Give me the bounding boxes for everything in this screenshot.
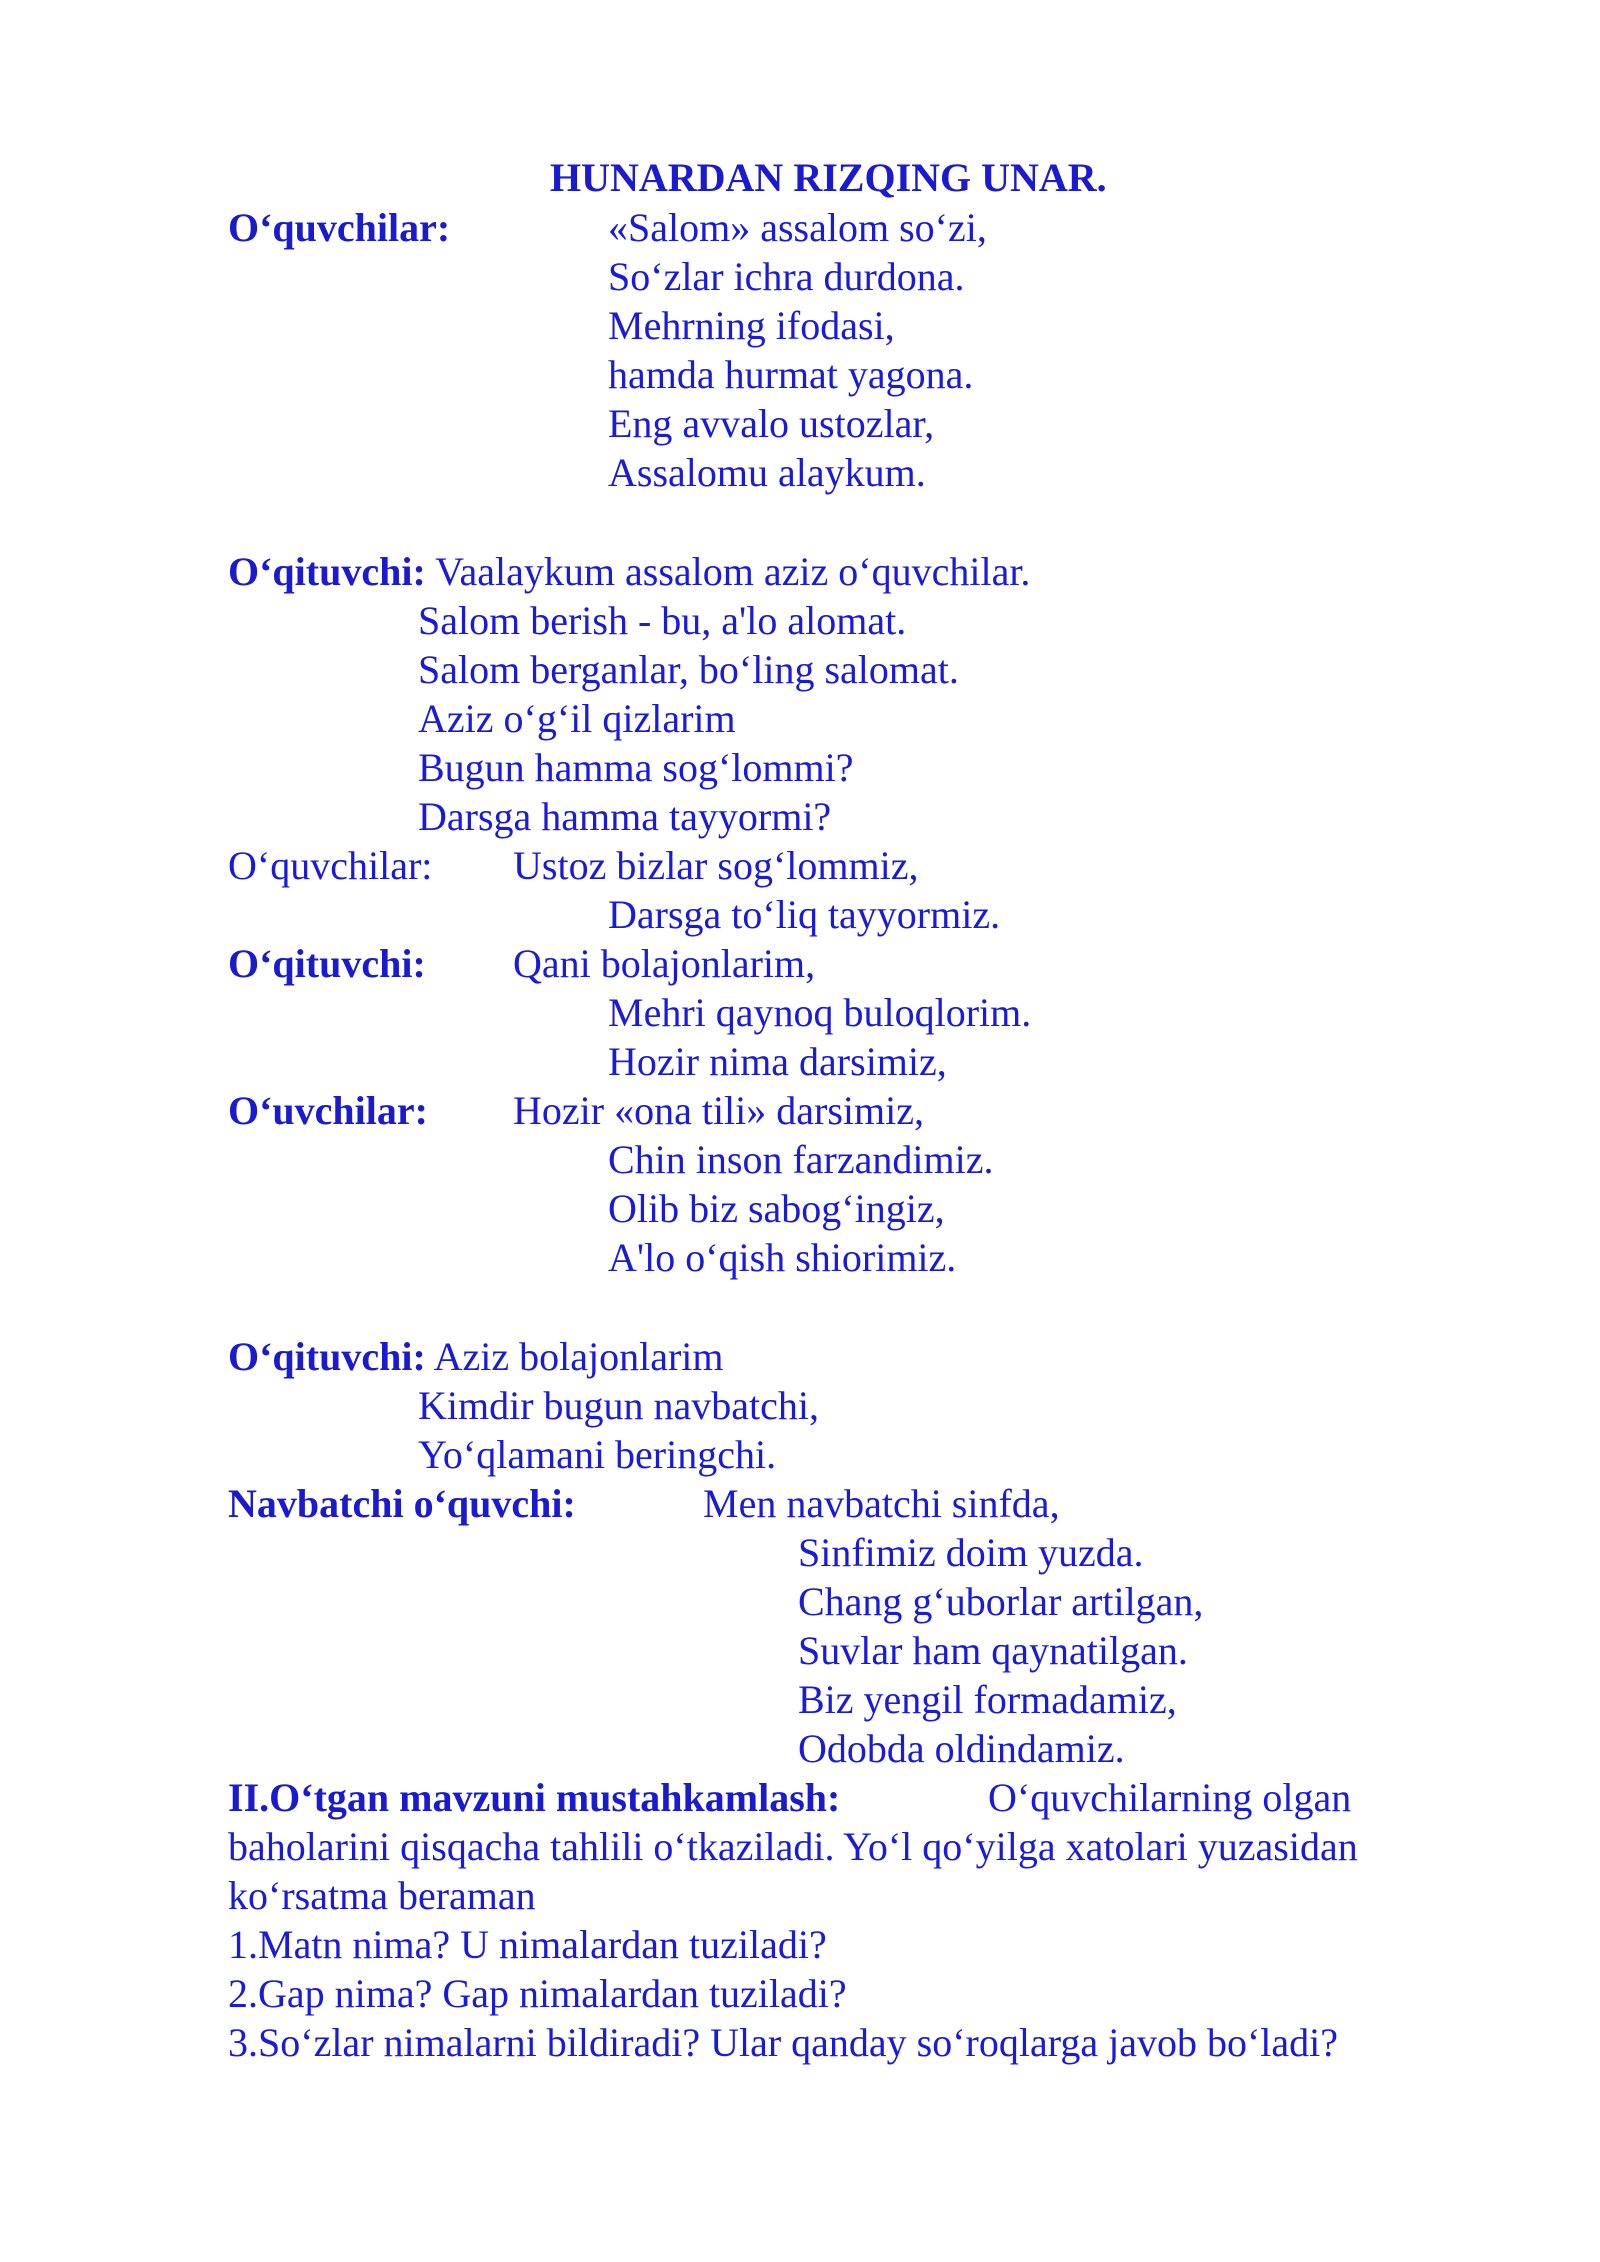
- speaker-label: O‘qituvchi:: [228, 941, 426, 986]
- question-item: 3.So‘zlar nimalarni bildiradi? Ular qanday so‘roqlarga javob bo‘ladi?: [228, 2020, 1338, 2065]
- dialogue-text: Qani bolajonlarim,: [513, 941, 816, 986]
- verse-line: Salom berish - bu, a'lo alomat.: [418, 598, 907, 643]
- speaker-label: O‘quvchilar:: [228, 205, 451, 250]
- verse-line: Chang g‘uborlar artilgan,: [798, 1579, 1204, 1624]
- paragraph-text: O‘quvchilarning olgan: [988, 1775, 1352, 1820]
- verse-line: Mehri qaynoq buloqlorim.: [608, 990, 1032, 1035]
- verse-line: Sinfimiz doim yuzda.: [798, 1530, 1144, 1575]
- verse-line: hamda hurmat yagona.: [608, 352, 974, 397]
- verse-line: «Salom» assalom so‘zi,: [608, 205, 987, 250]
- document-title: HUNARDAN RIZQING UNAR.: [550, 155, 1107, 200]
- verse-line: Darsga hamma tayyormi?: [418, 794, 832, 839]
- speaker-label: O‘quvchilar:: [228, 843, 433, 888]
- verse-line: Olib biz sabog‘ingiz,: [608, 1186, 945, 1231]
- question-item: 1.Matn nima? U nimalardan tuziladi?: [228, 1922, 827, 1967]
- verse-line: Mehrning ifodasi,: [608, 303, 895, 348]
- verse-line: Yo‘qlamani beringchi.: [418, 1432, 777, 1477]
- dialogue-text: Aziz bolajonlarim: [433, 1334, 724, 1379]
- verse-line: Assalomu alaykum.: [608, 450, 926, 495]
- dialogue-text: Vaalaykum assalom aziz o‘quvchilar.: [435, 549, 1031, 594]
- verse-line: Eng avvalo ustozlar,: [608, 401, 935, 446]
- dialogue-text: Ustoz bizlar sog‘lommiz,: [513, 843, 919, 888]
- section-heading: II.O‘tgan mavzuni mustahkamlash:: [228, 1775, 841, 1820]
- speaker-label: O‘qituvchi:: [228, 1334, 426, 1379]
- verse-line: Odobda oldindamiz.: [798, 1726, 1125, 1771]
- verse-line: Aziz o‘g‘il qizlarim: [418, 696, 736, 741]
- verse-line: Darsga to‘liq tayyormiz.: [608, 892, 1001, 937]
- speaker-label: O‘qituvchi:: [228, 549, 426, 594]
- dialogue-line: [228, 547, 1030, 596]
- speaker-label: O‘uvchilar:: [228, 1088, 428, 1133]
- paragraph-text: baholarini qisqacha tahlili o‘tkaziladi. Yo‘l qo‘yilga xatolari yuzasidan: [228, 1824, 1358, 1869]
- question-item: 2.Gap nima? Gap nimalardan tuziladi?: [228, 1971, 847, 2016]
- verse-line: So‘zlar ichra durdona.: [608, 254, 965, 299]
- verse-line: Chin inson farzandimiz.: [608, 1137, 994, 1182]
- dialogue-text: Hozir «ona tili» darsimiz,: [513, 1088, 925, 1133]
- verse-line: A'lo o‘qish shiorimiz.: [608, 1235, 957, 1280]
- paragraph-text: ko‘rsatma beraman: [228, 1873, 536, 1918]
- verse-line: Kimdir bugun navbatchi,: [418, 1383, 820, 1428]
- verse-line: Biz yengil formadamiz,: [798, 1677, 1177, 1722]
- verse-line: Suvlar ham qaynatilgan.: [798, 1628, 1188, 1673]
- verse-line: Bugun hamma sog‘lommi?: [418, 745, 854, 790]
- dialogue-text: Men navbatchi sinfda,: [703, 1481, 1060, 1526]
- verse-line: Hozir nima darsimiz,: [608, 1039, 947, 1084]
- verse-line: Salom berganlar, bo‘ling salomat.: [418, 647, 959, 692]
- dialogue-line: [228, 1332, 724, 1381]
- speaker-label: Navbatchi o‘quvchi:: [228, 1481, 576, 1526]
